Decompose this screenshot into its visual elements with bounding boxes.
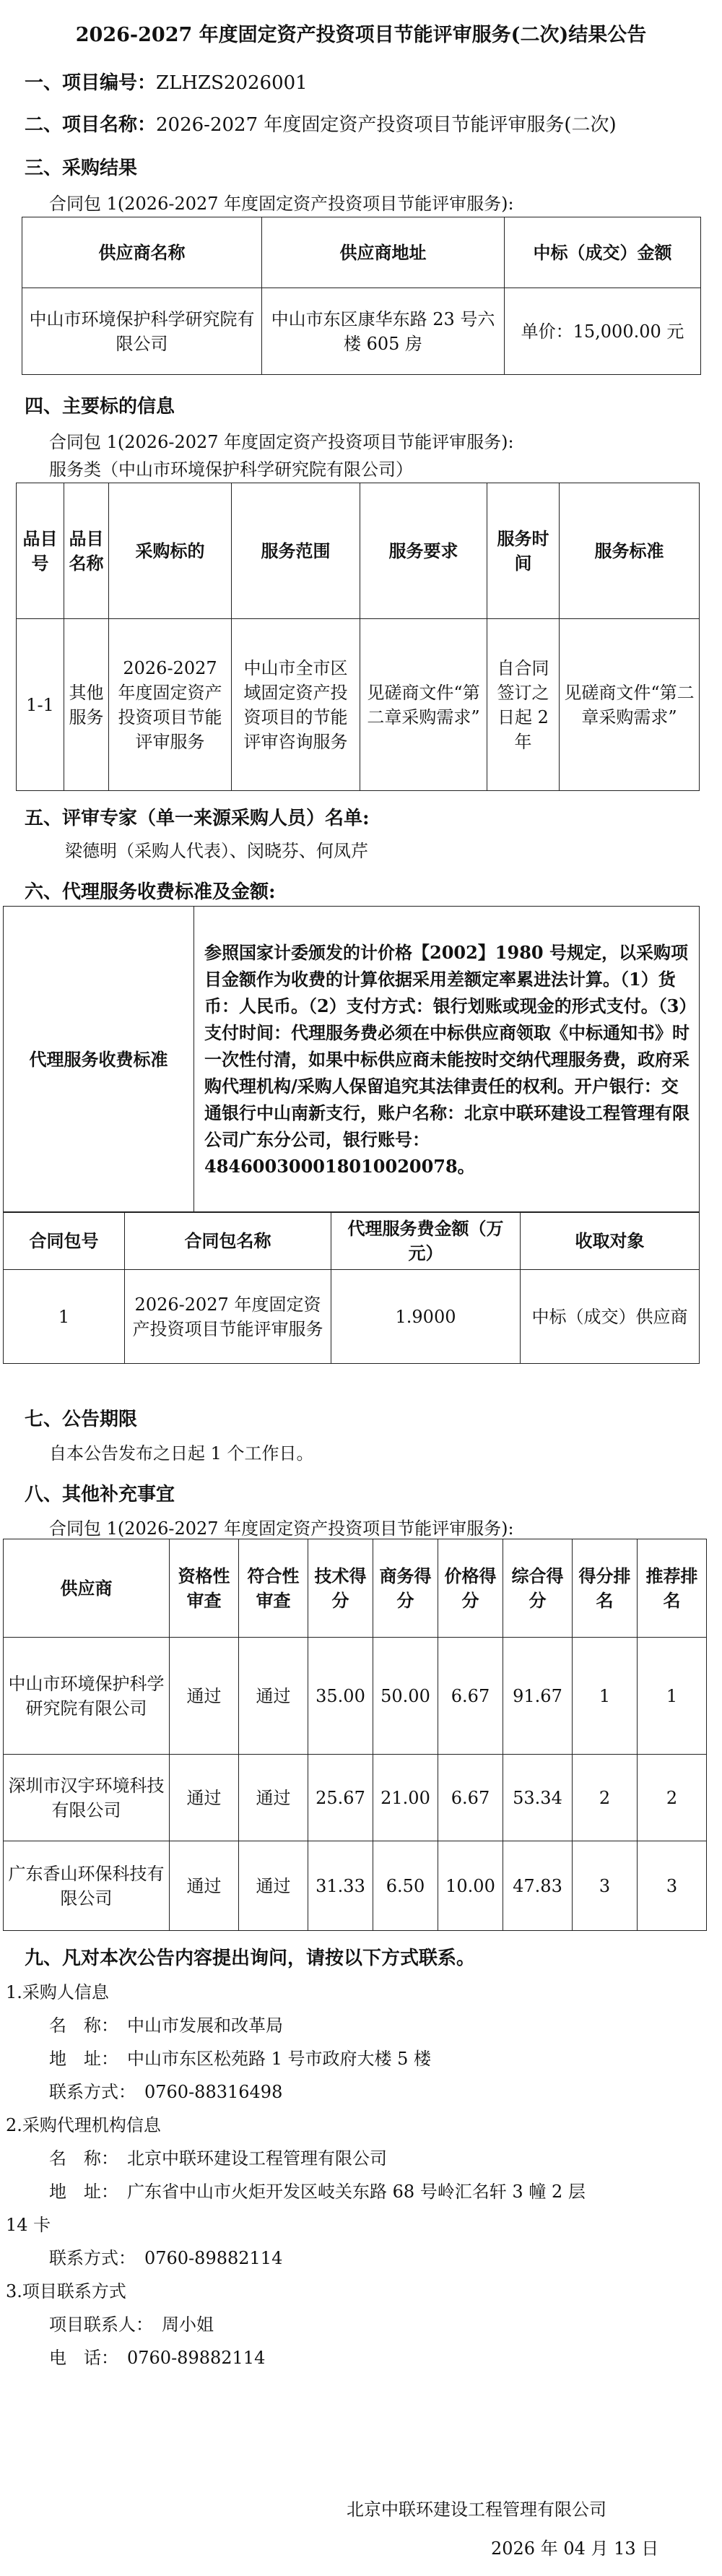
score-supplier: 中山市环境保护科学研究院有限公司 <box>4 1638 170 1755</box>
project-number-value: ZLHZS2026001 <box>156 72 308 94</box>
project-number-label: 一、项目编号： <box>25 72 157 94</box>
table-row <box>4 1841 707 1931</box>
fee-standard-text: 参照国家计委颁发的计价格【2002】1980 号规定，以采购项目金额作为收费的计算依据采用差额定率累进法计算。（1）货币：人民币。（2）支付方式：银行划账或现金的形式支付。（3）支付时间：代理服务费必须在中标供应商领取《中标通知书》时一次性付清，如果中标供应商未能按时交纳代理服务费，政府采购代理机构/采购人保留追究其法律责任的权利。开户银行：交通银行中山南新支行，账户名称：北京中联环建设工程管理有限公司广东分公司，银行账号：484600300018010020078。 <box>194 907 700 1213</box>
score-qualification: 通过 <box>170 1841 239 1931</box>
result-amount: 单价：15,000.00 元 <box>505 288 701 375</box>
score-header-business: 商务得分 <box>373 1539 438 1638</box>
section-5-heading: 五、评审专家（单一来源采购人员）名单: <box>25 808 370 829</box>
section-7-heading: 七、公告期限 <box>25 1409 138 1430</box>
notice-period: 自本公告发布之日起 1 个工作日。 <box>49 1443 314 1464</box>
score-header-supplier: 供应商 <box>4 1539 170 1638</box>
fee-standard-table <box>3 906 700 1213</box>
score-total: 53.34 <box>503 1755 573 1841</box>
section-8-package: 合同包 1(2026-2027 年度固定资产投资项目节能评审服务): <box>49 1518 514 1539</box>
score-rank: 2 <box>573 1755 638 1841</box>
subject-standard: 见磋商文件“第二章采购需求” <box>560 619 700 791</box>
project-name-label: 二、项目名称： <box>25 114 157 136</box>
signature-org: 北京中联环建设工程管理有限公司 <box>347 2499 606 2520</box>
score-recommend: 3 <box>638 1841 707 1931</box>
result-header-address: 供应商地址 <box>262 217 505 288</box>
score-total: 47.83 <box>503 1841 573 1931</box>
subject-item-name: 其他服务 <box>64 619 109 791</box>
score-rank: 3 <box>573 1841 638 1931</box>
fee-header-amount: 代理服务费金额（万元） <box>331 1212 521 1270</box>
subject-requirement: 见磋商文件“第二章采购需求” <box>360 619 487 791</box>
purchaser-info-heading: 1.采购人信息 <box>6 1982 109 2002</box>
score-header-compliance: 符合性审查 <box>239 1539 308 1638</box>
subject-table <box>16 483 700 791</box>
subject-time: 自合同签订之日起 2 年 <box>487 619 560 791</box>
section-3-package: 合同包 1(2026-2027 年度固定资产投资项目节能评审服务): <box>49 194 514 214</box>
section-9-heading: 九、凡对本次公告内容提出询问，请按以下方式联系。 <box>25 1948 476 1969</box>
fee-package-no: 1 <box>4 1270 125 1364</box>
page-title: 2026-2027 年度固定资产投资项目节能评审服务(二次)结果公告 <box>75 24 647 46</box>
subject-target: 2026-2027 年度固定资产投资项目节能评审服务 <box>109 619 232 791</box>
score-header-recommend: 推荐排名 <box>638 1539 707 1638</box>
score-header-qualification: 资格性审查 <box>170 1539 239 1638</box>
score-technical: 31.33 <box>308 1841 373 1931</box>
project-name <box>25 110 617 137</box>
score-technical: 25.67 <box>308 1755 373 1841</box>
table-row <box>4 1755 707 1841</box>
subject-header-requirement: 服务要求 <box>360 483 487 619</box>
score-compliance: 通过 <box>239 1841 308 1931</box>
fee-header-payer: 收取对象 <box>521 1212 700 1270</box>
score-recommend: 2 <box>638 1755 707 1841</box>
score-recommend: 1 <box>638 1638 707 1755</box>
subject-header-standard: 服务标准 <box>560 483 700 619</box>
purchaser-address: 地 址： 中山市东区松苑路 1 号市政府大楼 5 楼 <box>49 2049 432 2069</box>
section-6-heading: 六、代理服务收费标准及金额: <box>25 881 276 903</box>
score-rank: 1 <box>573 1638 638 1755</box>
score-total: 91.67 <box>503 1638 573 1755</box>
subject-scope: 中山市全市区域固定资产投资项目的节能评审咨询服务 <box>232 619 360 791</box>
score-table <box>3 1539 707 1931</box>
subject-header-scope: 服务范围 <box>232 483 360 619</box>
score-compliance: 通过 <box>239 1755 308 1841</box>
fee-amount-table <box>3 1211 700 1364</box>
score-business: 6.50 <box>373 1841 438 1931</box>
score-price: 10.00 <box>438 1841 503 1931</box>
score-header-rank: 得分排名 <box>573 1539 638 1638</box>
section-8-heading: 八、其他补充事宜 <box>25 1484 175 1505</box>
result-supplier: 中山市环境保护科学研究院有限公司 <box>22 288 262 375</box>
subject-header-item-no: 品目号 <box>17 483 64 619</box>
project-name-value: 2026-2027 年度固定资产投资项目节能评审服务(二次) <box>156 114 617 136</box>
project-contact-heading: 3.项目联系方式 <box>6 2281 126 2301</box>
project-contact-phone: 电 话： 0760-89882114 <box>49 2348 266 2368</box>
score-business: 50.00 <box>373 1638 438 1755</box>
table-row <box>4 1638 707 1755</box>
subject-header-target: 采购标的 <box>109 483 232 619</box>
fee-amount: 1.9000 <box>331 1270 521 1364</box>
fee-header-package-no: 合同包号 <box>4 1212 125 1270</box>
section-3-heading: 三、采购结果 <box>25 157 138 179</box>
score-qualification: 通过 <box>170 1638 239 1755</box>
section-4-heading: 四、主要标的信息 <box>25 396 175 418</box>
result-table <box>22 217 701 375</box>
purchaser-name: 名 称： 中山市发展和改革局 <box>49 2015 283 2036</box>
agency-address-cont: 14 卡 <box>6 2215 51 2235</box>
score-header-total: 综合得分 <box>503 1539 573 1638</box>
score-technical: 35.00 <box>308 1638 373 1755</box>
result-header-supplier: 供应商名称 <box>22 217 262 288</box>
expert-names: 梁德明（采购人代表）、闵晓芬、何凤芹 <box>65 841 368 861</box>
agency-address: 地 址： 广东省中山市火炬开发区岐关东路 68 号岭汇名轩 3 幢 2 层 <box>49 2182 586 2202</box>
fee-header-package-name: 合同包名称 <box>125 1212 331 1270</box>
score-header-price: 价格得分 <box>438 1539 503 1638</box>
agency-phone: 联系方式： 0760-89882114 <box>49 2248 283 2268</box>
section-4-class: 服务类（中山市环境保护科学研究院有限公司） <box>49 459 413 480</box>
subject-item-no: 1-1 <box>17 619 64 791</box>
subject-header-time: 服务时间 <box>487 483 560 619</box>
score-price: 6.67 <box>438 1755 503 1841</box>
score-business: 21.00 <box>373 1755 438 1841</box>
project-contact-person: 项目联系人： 周小姐 <box>49 2314 214 2335</box>
fee-payer: 中标（成交）供应商 <box>521 1270 700 1364</box>
section-4-package: 合同包 1(2026-2027 年度固定资产投资项目节能评审服务): <box>49 432 514 452</box>
score-compliance: 通过 <box>239 1638 308 1755</box>
score-price: 6.67 <box>438 1638 503 1755</box>
purchaser-phone: 联系方式： 0760-88316498 <box>49 2082 283 2102</box>
score-supplier: 深圳市汉宇环境科技有限公司 <box>4 1755 170 1841</box>
score-supplier: 广东香山环保科技有限公司 <box>4 1841 170 1931</box>
result-header-amount: 中标（成交）金额 <box>505 217 701 288</box>
project-number <box>25 68 308 95</box>
agency-info-heading: 2.采购代理机构信息 <box>6 2115 161 2135</box>
subject-header-item-name: 品目名称 <box>64 483 109 619</box>
fee-standard-label: 代理服务收费标准 <box>4 907 194 1213</box>
score-qualification: 通过 <box>170 1755 239 1841</box>
signature-date: 2026 年 04 月 13 日 <box>491 2538 659 2559</box>
result-address: 中山市东区康华东路 23 号六楼 605 房 <box>262 288 505 375</box>
agency-name: 名 称： 北京中联环建设工程管理有限公司 <box>49 2148 387 2169</box>
fee-package-name: 2026-2027 年度固定资产投资项目节能评审服务 <box>125 1270 331 1364</box>
score-header-technical: 技术得分 <box>308 1539 373 1638</box>
